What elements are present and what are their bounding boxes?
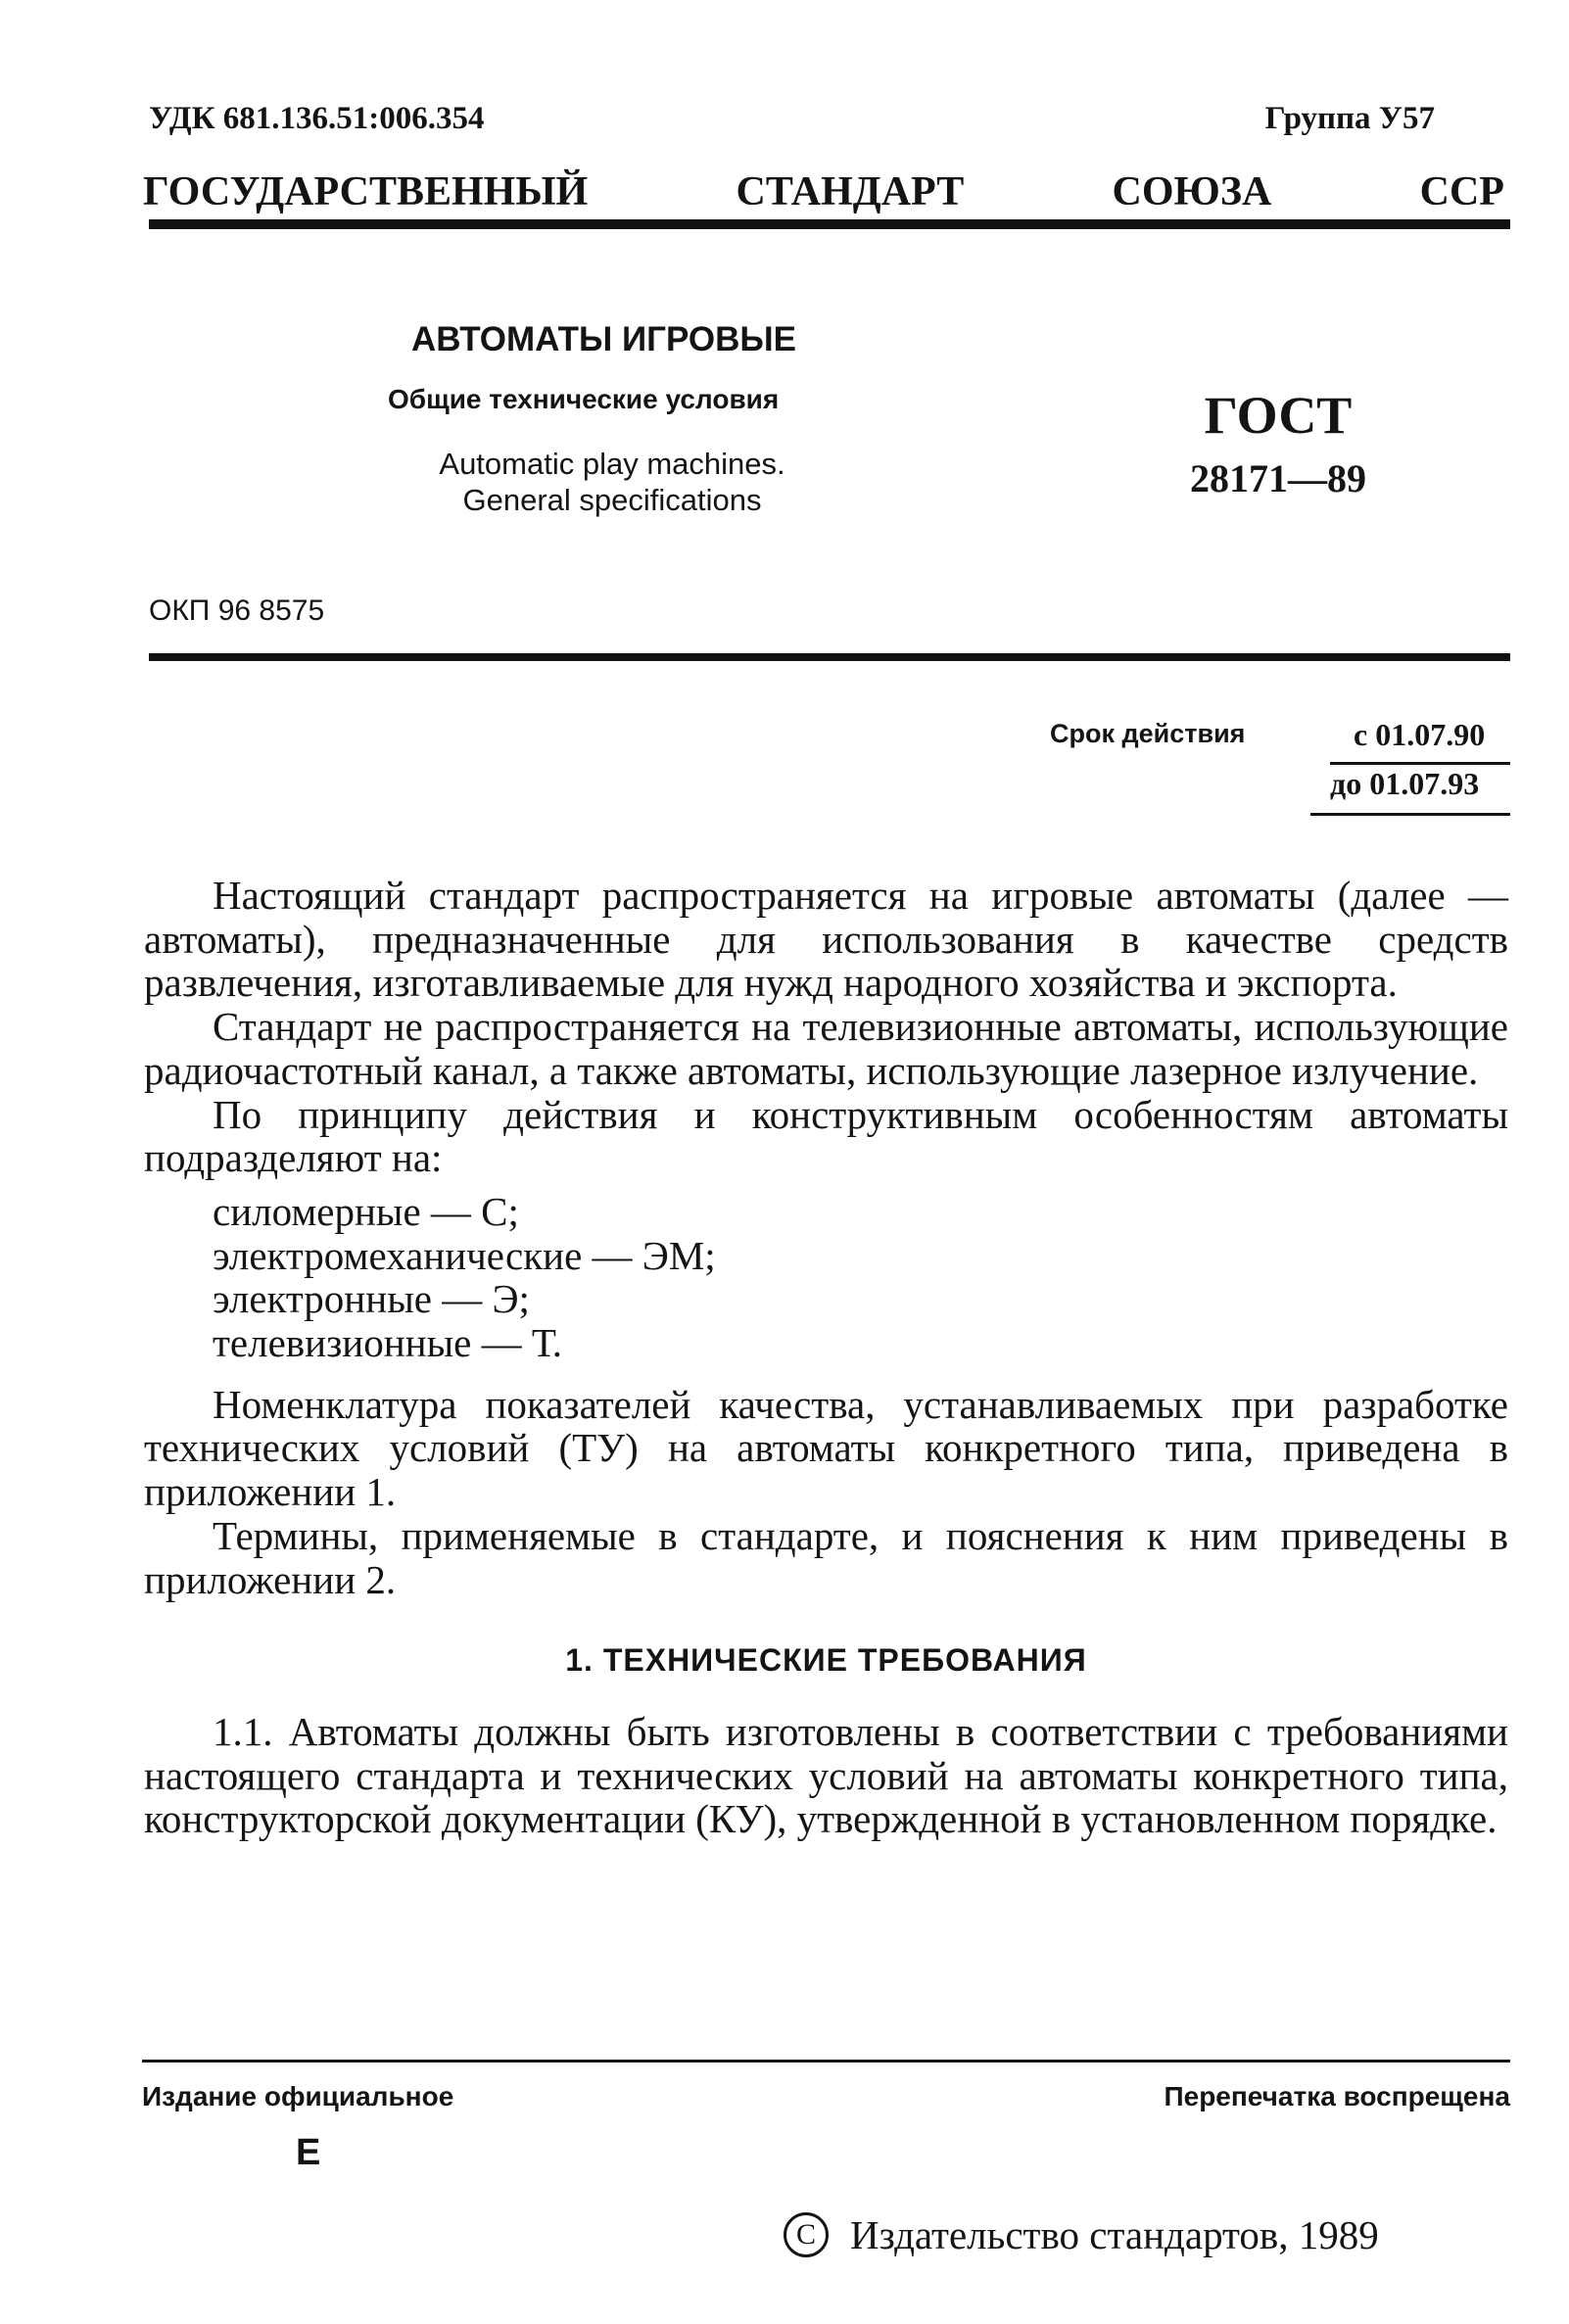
- document-body: [144, 874, 1508, 1841]
- validity-label: Срок действия: [1050, 719, 1246, 748]
- english-title: [372, 446, 852, 518]
- validity-from: с 01.07.90: [1354, 717, 1486, 752]
- validity-underline: [1310, 813, 1510, 816]
- list-item: электромеханические — ЭМ;: [213, 1232, 716, 1278]
- council-title-word-3: СОЮЗА: [1112, 169, 1272, 214]
- spacer: [144, 1601, 1508, 1638]
- udk-code: УДК 681.136.51:006.354: [149, 101, 485, 136]
- council-title-word-2: СТАНДАРТ: [736, 169, 965, 214]
- council-title-word-1: ГОСУДАРСТВЕННЫЙ: [143, 169, 589, 214]
- english-title-line-2: General specifications: [462, 483, 762, 517]
- validity-divider: [1330, 762, 1510, 765]
- list-item: электронные — Э;: [213, 1276, 530, 1322]
- spacer: [144, 1683, 1508, 1710]
- paragraph-quality-indicators: Номенклатура показателей качества, устанавливаемых при разработке технических условий (ТУ) на автоматы конкретного типа, приведена в приложении 1.: [144, 1381, 1508, 1515]
- council-title-word-4: ССР: [1419, 169, 1504, 214]
- gost-label: ГОСТ: [1204, 386, 1353, 445]
- machine-types-list: [144, 1190, 1508, 1365]
- header-thick-rule: [149, 219, 1510, 229]
- footer-rule: [142, 2060, 1510, 2063]
- validity-to: до 01.07.93: [1330, 766, 1480, 801]
- paragraph-scope: Настоящий стандарт распространяется на игровые автоматы (далее — автоматы), предназначенные для использования в качестве средств развлечения, изготавливаемые для нужд народного хозяйства и экспорта.: [144, 873, 1508, 1006]
- spacer: [144, 1365, 1508, 1383]
- reprint-prohibited: Перепечатка воспрещена: [1164, 2081, 1510, 2111]
- section-heading: 1. ТЕХНИЧЕСКИЕ ТРЕБОВАНИЯ: [565, 1642, 1087, 1679]
- copyright-icon: C: [784, 2212, 829, 2257]
- paragraph-terms: Термины, применяемые в стандарте, и пояснения к ним приведены в приложении 2.: [144, 1512, 1508, 1602]
- list-item: силомерные — С;: [213, 1188, 519, 1234]
- title-block-rule: [149, 653, 1510, 661]
- gost-number: 28171—89: [1190, 456, 1366, 500]
- document-subtitle: Общие технические условия: [388, 384, 780, 414]
- document-title: АВТОМАТЫ ИГРОВЫЕ: [411, 320, 796, 358]
- paragraph-1-1: 1.1. Автоматы должны быть изготовлены в соответствии с требованиями настоящего стандарта и технических условий на автоматы конкретного типа, конструкторской документации (КУ), утвержденной в установленном порядке.: [144, 1708, 1508, 1842]
- copyright-text: Издательство стандартов, 1989: [850, 2212, 1379, 2257]
- edition-letter: Е: [296, 2132, 321, 2173]
- group-code: Группа У57: [1264, 101, 1435, 136]
- copyright-line: [784, 2211, 1379, 2258]
- official-edition: Издание официальное: [142, 2081, 454, 2111]
- council-title: [143, 168, 1504, 215]
- okp-code: ОКП 96 8575: [149, 594, 325, 627]
- english-title-line-1: Automatic play machines.: [439, 447, 785, 481]
- paragraph-classification: По принципу действия и конструктивным особенностям автоматы подразделяют на:: [144, 1091, 1508, 1181]
- list-item: телевизионные — Т.: [213, 1320, 563, 1366]
- paragraph-exclusions: Стандарт не распространяется на телевизионные автоматы, использующие радиочастотный канал, а также автоматы, использующие лазерное излучение.: [144, 1004, 1508, 1093]
